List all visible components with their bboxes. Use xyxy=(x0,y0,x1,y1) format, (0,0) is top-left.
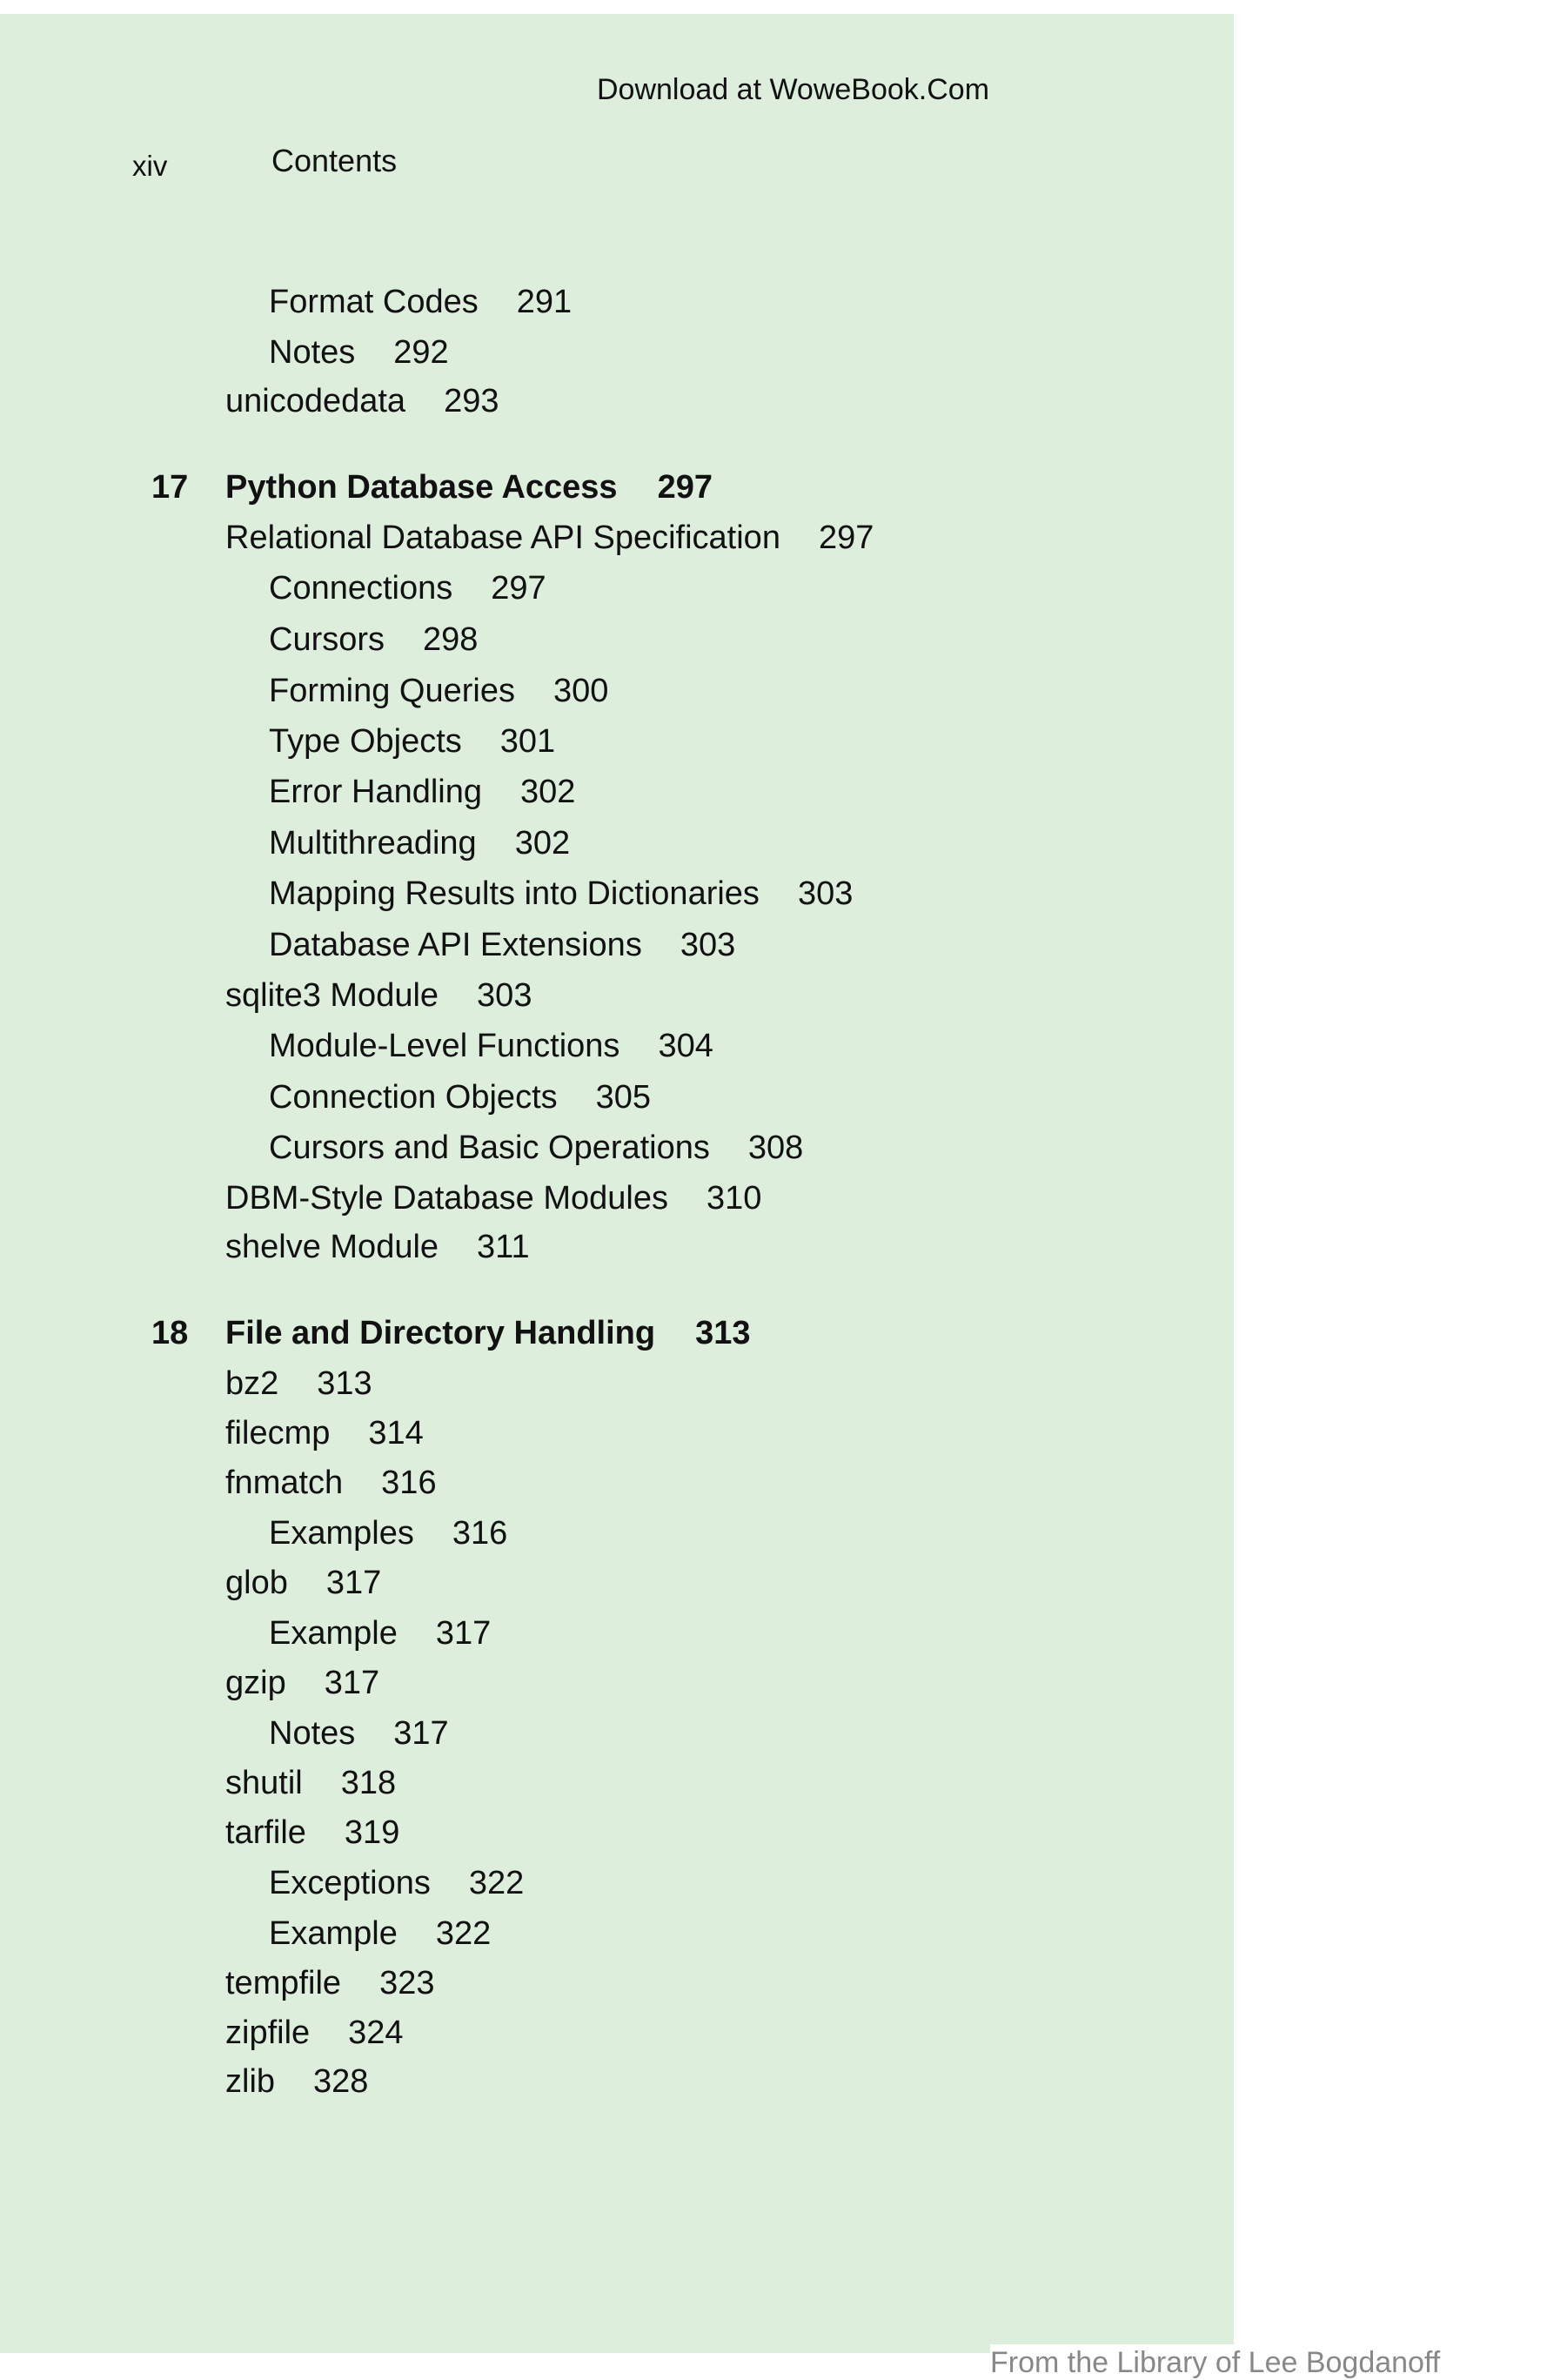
toc-entry-page: 313 xyxy=(317,1365,372,1402)
toc-entry xyxy=(269,572,546,605)
toc-entry-page: 310 xyxy=(706,1180,762,1217)
toc-entry xyxy=(225,385,499,418)
toc-entry xyxy=(225,979,532,1012)
toc-entry-page: 323 xyxy=(379,1965,435,2001)
toc-entry-title: Type Objects xyxy=(269,723,462,760)
toc-entry-page: 304 xyxy=(658,1028,713,1064)
footer-library-stamp xyxy=(990,2344,1567,2379)
chapter-heading-18 xyxy=(151,1315,751,1351)
toc-entry-page: 303 xyxy=(680,927,736,963)
chapter-page: 297 xyxy=(657,469,713,506)
chapter-heading-17 xyxy=(151,469,713,506)
toc-entry-title: Connections xyxy=(269,570,453,607)
toc-entry-page: 291 xyxy=(516,284,573,320)
toc-entry xyxy=(269,1029,713,1063)
toc-entry-page: 322 xyxy=(468,1865,525,1901)
toc-entry xyxy=(269,336,449,369)
toc-entry xyxy=(225,1417,424,1450)
toc-entry-page: 317 xyxy=(325,1565,382,1601)
toc-entry xyxy=(225,1566,381,1599)
book-page xyxy=(0,14,1234,2353)
chapter-number: 18 xyxy=(151,1315,189,1351)
toc-entry-title: Example xyxy=(269,1915,398,1952)
toc-entry-title: Mapping Results into Dictionaries xyxy=(269,875,760,912)
toc-entry-title: shelve Module xyxy=(225,1229,439,1265)
toc-entry-page: 314 xyxy=(368,1415,424,1451)
toc-entry-page: 297 xyxy=(491,570,546,607)
toc-entry-title: fnmatch xyxy=(225,1465,344,1501)
toc-entry xyxy=(269,725,555,758)
toc-entry-page: 317 xyxy=(435,1615,492,1652)
toc-entry-page: 293 xyxy=(444,383,499,419)
toc-entry-title: gzip xyxy=(225,1665,286,1701)
toc-entry-page: 308 xyxy=(747,1130,804,1166)
toc-entry-page: 298 xyxy=(423,621,479,658)
toc-entry xyxy=(225,1367,372,1400)
toc-entry xyxy=(269,827,570,860)
toc-entry xyxy=(269,1617,491,1650)
toc-entry-title: Examples xyxy=(269,1515,414,1552)
toc-entry-title: tarfile xyxy=(225,1814,306,1851)
toc-entry-page: 297 xyxy=(818,520,874,556)
toc-entry xyxy=(225,2016,404,2049)
toc-entry xyxy=(225,1466,437,1499)
toc-entry-title: tempfile xyxy=(225,1965,342,2001)
toc-entry-page: 302 xyxy=(520,774,576,810)
toc-entry xyxy=(269,674,608,707)
toc-entry xyxy=(269,775,575,808)
toc-entry-title: glob xyxy=(225,1565,288,1601)
toc-entry-title: Database API Extensions xyxy=(269,927,642,963)
toc-entry-title: shutil xyxy=(225,1765,303,1801)
toc-entry xyxy=(225,1816,399,1849)
toc-entry-page: 311 xyxy=(477,1229,530,1265)
toc-entry xyxy=(225,2065,368,2098)
toc-entry-page: 317 xyxy=(324,1665,380,1701)
toc-entry xyxy=(269,623,478,656)
toc-entry-title: Forming Queries xyxy=(269,673,515,709)
toc-entry-page: 319 xyxy=(344,1814,400,1851)
toc-entry-page: 303 xyxy=(797,875,854,912)
toc-entry-page: 303 xyxy=(477,977,532,1014)
toc-entry-title: Connection Objects xyxy=(269,1079,558,1116)
toc-entry-title: Error Handling xyxy=(269,774,482,810)
toc-entry-page: 324 xyxy=(348,2015,404,2051)
toc-entry xyxy=(269,1917,491,1950)
toc-entry-title: filecmp xyxy=(225,1415,331,1451)
toc-entry xyxy=(269,877,853,910)
toc-entry xyxy=(269,1517,507,1550)
toc-entry-page: 318 xyxy=(340,1765,397,1801)
toc-entry-title: Relational Database API Specification xyxy=(225,520,780,556)
download-banner: Download at WoweBook.Com xyxy=(597,73,990,106)
toc-entry xyxy=(225,1666,379,1700)
toc-entry xyxy=(269,1867,524,1900)
toc-entry-title: Notes xyxy=(269,334,356,371)
toc-entry xyxy=(269,1081,651,1114)
toc-entry-page: 292 xyxy=(393,334,449,371)
toc-entry-page: 316 xyxy=(452,1515,508,1552)
chapter-title: File and Directory Handling xyxy=(225,1315,656,1351)
toc-entry-page: 328 xyxy=(313,2063,369,2100)
toc-entry-title: zipfile xyxy=(225,2015,311,2051)
toc-entry-title: bz2 xyxy=(225,1365,279,1402)
chapter-number: 17 xyxy=(151,469,189,506)
toc-entry-title: Format Codes xyxy=(269,284,479,320)
toc-entry xyxy=(225,1967,434,2000)
chapter-title: Python Database Access xyxy=(225,469,618,506)
toc-entry-title: Cursors xyxy=(269,621,385,658)
toc-entry xyxy=(225,1767,396,1800)
toc-entry-title: Module-Level Functions xyxy=(269,1028,620,1064)
toc-entry-title: zlib xyxy=(225,2063,276,2100)
toc-entry-page: 301 xyxy=(499,723,556,760)
toc-entry-page: 305 xyxy=(595,1079,652,1116)
footer-library-text: From the Library of Lee Bogdanoff xyxy=(990,2346,1441,2379)
toc-entry xyxy=(269,285,572,318)
toc-entry xyxy=(225,1230,530,1264)
toc-entry-page: 302 xyxy=(514,825,571,861)
toc-entry xyxy=(225,1182,761,1215)
toc-entry-page: 317 xyxy=(393,1715,449,1752)
toc-entry-title: Multithreading xyxy=(269,825,477,861)
running-head: Contents xyxy=(271,143,398,178)
toc-entry-page: 300 xyxy=(552,673,609,709)
toc-entry xyxy=(269,1131,803,1164)
chapter-page: 313 xyxy=(695,1315,751,1351)
toc-entry-title: DBM-Style Database Modules xyxy=(225,1180,668,1217)
toc-entry-title: Cursors and Basic Operations xyxy=(269,1130,710,1166)
toc-entry-page: 316 xyxy=(381,1465,437,1501)
toc-entry-page: 322 xyxy=(435,1915,492,1952)
toc-entry-title: Example xyxy=(269,1615,398,1652)
toc-entry-title: Notes xyxy=(269,1715,356,1752)
toc-entry-title: sqlite3 Module xyxy=(225,977,439,1014)
page-number: xiv xyxy=(132,150,168,182)
toc-entry-title: unicodedata xyxy=(225,383,406,419)
toc-entry xyxy=(225,521,874,554)
toc-entry-title: Exceptions xyxy=(269,1865,431,1901)
toc-entry xyxy=(269,929,735,962)
toc-entry xyxy=(269,1717,449,1750)
